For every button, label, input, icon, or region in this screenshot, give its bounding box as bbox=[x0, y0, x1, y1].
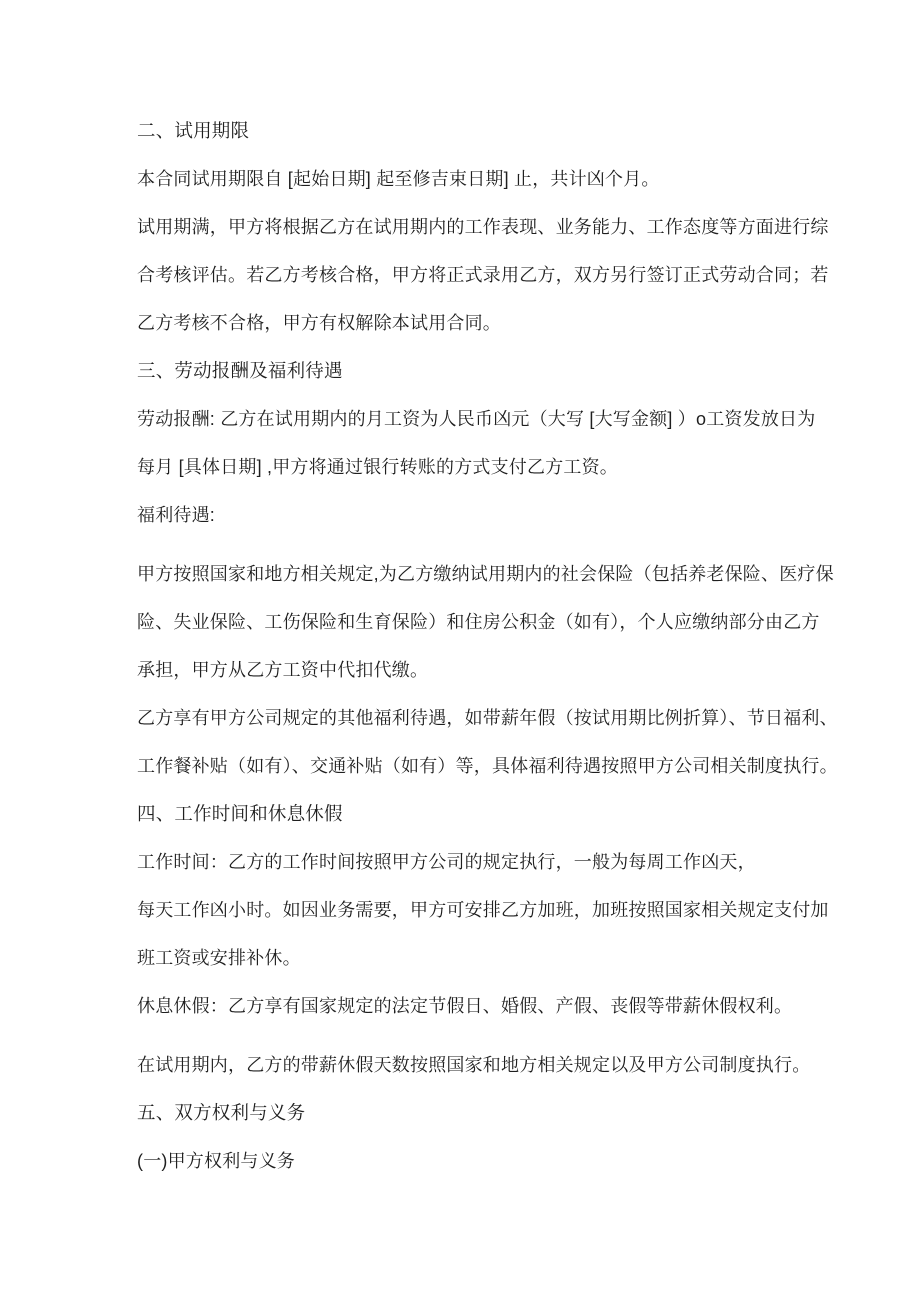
trial-period-term-paragraph bbox=[137, 155, 920, 203]
section-heading-3 bbox=[137, 347, 920, 395]
document-line: 甲方按照国家和地方相关规定,为乙方缴纳试用期内的社会保险（包括养老保险、医疗保 bbox=[137, 564, 834, 584]
document-line: 承担，甲方从乙方工资中代扣代缴。 bbox=[137, 660, 429, 680]
section-heading-2 bbox=[137, 107, 920, 155]
document-line: 本合同试用期限自 [起始日期] 起至修吉束日期] 止，共计凶个月。 bbox=[137, 169, 660, 189]
document-line: 工作时间：乙方的工作时间按照甲方公司的规定执行，一般为每周工作凶天， bbox=[137, 852, 756, 872]
document-line: 二、试用期限 bbox=[137, 120, 250, 141]
document-line: 福利待遇: bbox=[137, 505, 216, 525]
trial-assessment-paragraph bbox=[137, 203, 920, 347]
document-line: 四、工作时间和休息休假 bbox=[137, 803, 343, 824]
section-heading-4 bbox=[137, 790, 920, 838]
paid-leave-days-paragraph bbox=[137, 1041, 920, 1089]
document-line: 工作餐补贴（如有）、交通补贴（如有）等，具体福利待遇按照甲方公司相关制度执行。 bbox=[137, 756, 838, 776]
other-benefits-paragraph bbox=[137, 694, 920, 790]
document-body bbox=[137, 107, 920, 1185]
rest-leave-paragraph bbox=[137, 982, 920, 1030]
document-line: 班工资或安排补休。 bbox=[137, 948, 301, 968]
document-line: 合考核评估。若乙方考核合格，甲方将正式录用乙方，双方另行签订正式劳动合同；若 bbox=[137, 265, 829, 285]
section-heading-5 bbox=[137, 1089, 920, 1137]
salary-paragraph bbox=[137, 395, 920, 491]
document-line: (一)甲方权利与义务 bbox=[137, 1151, 295, 1171]
overtime-paragraph bbox=[137, 886, 920, 982]
document-line: 试用期满，甲方将根据乙方在试用期内的工作表现、业务能力、工作态度等方面进行综 bbox=[137, 217, 829, 237]
document-line: 三、劳动报酬及福利待遇 bbox=[137, 360, 343, 381]
document-line: 每天工作凶小时。如因业务需要，甲方可安排乙方加班，加班按照国家相关规定支付加 bbox=[137, 900, 829, 920]
working-hours-paragraph bbox=[137, 838, 920, 886]
party-a-rights-subheading bbox=[137, 1137, 920, 1185]
welfare-label-paragraph bbox=[137, 491, 920, 539]
document-line: 乙方考核不合格，甲方有权解除本试用合同。 bbox=[137, 313, 501, 333]
document-line: 休息休假：乙方享有国家规定的法定节假日、婚假、产假、丧假等带薪休假权利。 bbox=[137, 996, 793, 1016]
document-line: 乙方享有甲方公司规定的其他福利待遇，如带薪年假（按试用期比例折算）、节日福利、 bbox=[137, 708, 838, 728]
document-line: 五、双方权利与义务 bbox=[137, 1102, 306, 1123]
document-line: 每月 [具体日期] ,甲方将通过银行转账的方式支付乙方工资。 bbox=[137, 457, 619, 477]
document-line: 险、失业保险、工伤保险和生育保险）和住房公积金（如有），个人应缴纳部分由乙方 bbox=[137, 612, 820, 632]
document-line: 在试用期内，乙方的带薪休假天数按照国家和地方相关规定以及甲方公司制度执行。 bbox=[137, 1055, 811, 1075]
document-line: 劳动报酬: 乙方在试用期内的月工资为人民币凶元（大写 [大写金额] ）o工资发放日为 bbox=[137, 409, 816, 429]
social-insurance-paragraph bbox=[137, 550, 920, 694]
